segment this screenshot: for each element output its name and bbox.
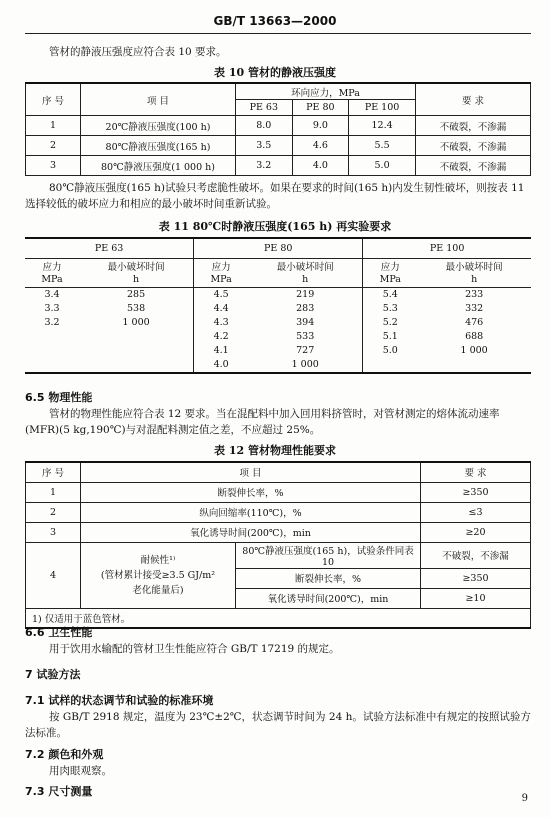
table-row (25, 358, 531, 373)
table-row (25, 344, 531, 358)
t10-cell-value: 3.5 (236, 136, 293, 156)
t10-cell-item: 80℃静液压强度(165 h) (81, 136, 236, 156)
t10-cell-no: 3 (26, 156, 81, 176)
section-6-5-text: 管材的物理性能应符合表 12 要求。当在混配料中加入回用料挤管时，对管材测定的熔体流动速率(MFR)(5 kg,190℃)与对混配料测定值之差，不应超过 25%。 (25, 408, 500, 436)
t11-header-unit: h (417, 273, 531, 288)
t10-cell-req: 不破裂，不渗漏 (416, 156, 531, 176)
t11-cell: 332 (465, 303, 484, 314)
section-6-6-text: 用于饮用水输配的管材卫生性能应符合 GB/T 17219 的规定。 (49, 643, 340, 655)
table-row (26, 522, 531, 542)
t11-cell: 4.4 (194, 302, 249, 316)
section-7-2-title: 7.2 颜色和外观 (25, 748, 104, 761)
t12-header-no: 序 号 (26, 462, 81, 482)
table-row (26, 482, 531, 502)
t11-cell: 1 000 (122, 317, 150, 328)
table-12 (25, 461, 531, 629)
table-row (25, 330, 531, 344)
t10-cell-value: 4.0 (292, 156, 349, 176)
t11-cell: 3.3 (44, 303, 60, 314)
t11-cell: 1 000 (291, 359, 319, 370)
t12-weathering-condition: (管材累计接受≥3.5 GJ/m² (100, 569, 216, 581)
t11-header-time: 最小破坏时间 (445, 261, 503, 273)
t10-cell-no: 2 (26, 136, 81, 156)
t10-grade: PE 100 (349, 100, 416, 116)
section-7-1-text: 按 GB/T 2918 规定，温度为 23℃±2℃，状态调节时间为 24 h。试验方法标准中有规定的按照试验方法标准。 (25, 711, 531, 739)
t10-header-req: 要 求 (416, 83, 531, 116)
t12-sub-req: ≥350 (421, 568, 531, 588)
t12-weathering-cell (81, 542, 236, 608)
t11-cell: 4.0 (194, 358, 249, 373)
page-number: 9 (521, 793, 528, 804)
t11-cell: 5.0 (363, 344, 418, 358)
t11-header-time: 最小破坏时间 (276, 261, 334, 273)
t11-cell: 4.2 (194, 330, 249, 344)
t11-cell: 233 (465, 289, 484, 300)
t10-header-stress: 环向应力，MPa (236, 83, 416, 100)
t12-sub-item: 氧化诱导时间(200℃)，min (236, 588, 421, 608)
t11-cell: 688 (465, 331, 484, 342)
t10-header-item: 项 目 (81, 83, 236, 116)
t12-weathering-condition-2: 老化能量后) (132, 584, 184, 596)
t11-cell: 394 (296, 317, 315, 328)
t10-header-no: 序 号 (26, 83, 81, 116)
t11-cell: 1 000 (460, 345, 488, 356)
t11-header-stress: 应力 (194, 258, 249, 273)
t10-cell-value: 3.2 (236, 156, 293, 176)
t12-cell-req: ≥350 (421, 482, 531, 502)
t10-cell-value: 9.0 (292, 116, 349, 136)
t12-cell-item: 断裂伸长率，% (81, 482, 421, 502)
t12-sub-req: 不破裂，不渗漏 (421, 542, 531, 568)
t11-cell (363, 358, 418, 373)
t11-grade: PE 63 (25, 238, 194, 258)
t12-cell-no: 3 (26, 522, 81, 542)
t11-header-unit: MPa (25, 273, 79, 288)
table-10 (25, 82, 531, 176)
t12-header-item: 项 目 (81, 462, 421, 482)
t11-header-time: 最小破坏时间 (107, 261, 165, 273)
t11-cell: 219 (296, 289, 315, 300)
t11-cell (79, 358, 194, 373)
t11-cell: 283 (296, 303, 315, 314)
t12-weathering-label: 耐候性¹⁾ (140, 554, 176, 566)
t11-cell: 5.1 (363, 330, 418, 344)
header-rule (25, 33, 531, 34)
t12-cell-req: ≥20 (421, 522, 531, 542)
table-11 (25, 237, 531, 374)
t10-cell-req: 不破裂，不渗漏 (416, 116, 531, 136)
table-row (26, 116, 531, 136)
t11-cell: 5.3 (363, 302, 418, 316)
section-7-3-title: 7.3 尺寸测量 (25, 785, 93, 798)
t11-cell: 4.1 (194, 344, 249, 358)
t10-cell-item: 80℃静液压强度(1 000 h) (81, 156, 236, 176)
section-6-5-title: 6.5 物理性能 (25, 391, 93, 404)
t12-header-req: 要 求 (421, 462, 531, 482)
paragraph-after-table10: 80℃静液压强度(165 h)试验只考虑脆性破坏。如果在要求的时间(165 h)内发生韧性破坏，则按表 11 选择较低的破坏应力和相应的最小破坏时间重新试验。 (25, 182, 525, 210)
table-row (25, 302, 531, 316)
t11-header-unit: MPa (363, 273, 418, 288)
t11-header-stress: 应力 (42, 261, 62, 273)
t11-cell (79, 330, 194, 344)
t12-cell-no: 1 (26, 482, 81, 502)
table-row (26, 156, 531, 176)
t11-cell: 285 (127, 289, 146, 300)
t10-cell-item: 20℃静液压强度(100 h) (81, 116, 236, 136)
t11-grade: PE 100 (363, 238, 531, 258)
table12-caption: 表 12 管材物理性能要求 (214, 444, 336, 457)
t12-sub-item: 80℃静液压强度(165 h)，试验条件同表 10 (236, 542, 421, 568)
t11-header-unit: MPa (194, 273, 249, 288)
t10-cell-value: 5.5 (349, 136, 416, 156)
section-7-title: 7 试验方法 (25, 668, 81, 681)
t12-cell-item: 纵向回缩率(110℃)，% (81, 502, 421, 522)
table-row (25, 316, 531, 330)
section-7-2-text: 用肉眼观察。 (49, 765, 112, 777)
t10-cell-no: 1 (26, 116, 81, 136)
t10-cell-value: 4.6 (292, 136, 349, 156)
t10-grade: PE 80 (292, 100, 349, 116)
table-row (25, 287, 531, 302)
t11-cell (79, 344, 194, 358)
t11-cell: 476 (465, 317, 484, 328)
t11-cell: 538 (127, 303, 146, 314)
t12-footnote: 1) 仅适用于蓝色管材。 (26, 608, 531, 628)
t11-header-unit: h (79, 273, 194, 288)
table10-caption: 表 10 管材的静液压强度 (214, 66, 336, 79)
t12-cell-no: 2 (26, 502, 81, 522)
t11-cell (25, 358, 79, 373)
t12-sub-item: 断裂伸长率，% (236, 568, 421, 588)
t11-cell: 727 (296, 345, 315, 356)
t11-cell: 3.4 (44, 289, 60, 300)
table11-caption: 表 11 80℃时静液压强度(165 h) 再实验要求 (158, 220, 392, 233)
t12-sub-req: ≥10 (421, 588, 531, 608)
t12-cell-item: 氧化诱导时间(200℃)，min (81, 522, 421, 542)
table-row (26, 502, 531, 522)
section-7-1-title: 7.1 试样的状态调节和试验的标准环境 (25, 694, 214, 707)
t11-cell: 3.2 (44, 317, 60, 328)
t11-cell (417, 358, 531, 373)
t10-grade: PE 63 (236, 100, 293, 116)
intro-paragraph: 管材的静液压强度应符合表 10 要求。 (49, 46, 227, 58)
t10-cell-value: 12.4 (349, 116, 416, 136)
section-6-6-title: 6.6 卫生性能 (25, 626, 93, 639)
t10-cell-req: 不破裂，不渗漏 (416, 136, 531, 156)
t11-cell: 533 (296, 331, 315, 342)
t12-cell-req: ≤3 (421, 502, 531, 522)
t11-cell: 5.4 (363, 287, 418, 302)
t10-cell-value: 5.0 (349, 156, 416, 176)
t12-cell-no: 4 (26, 542, 81, 608)
t11-cell: 5.2 (363, 316, 418, 330)
t11-header-stress: 应力 (363, 258, 418, 273)
t11-cell: 4.5 (194, 287, 249, 302)
t11-cell (25, 330, 79, 344)
table-row (26, 542, 531, 568)
t11-header-unit: h (248, 273, 363, 288)
t11-cell (25, 344, 79, 358)
t10-cell-value: 8.0 (236, 116, 293, 136)
t11-grade: PE 80 (194, 238, 363, 258)
t11-cell: 4.3 (194, 316, 249, 330)
table-row (26, 136, 531, 156)
standard-header: GB/T 13663—2000 (213, 14, 337, 28)
